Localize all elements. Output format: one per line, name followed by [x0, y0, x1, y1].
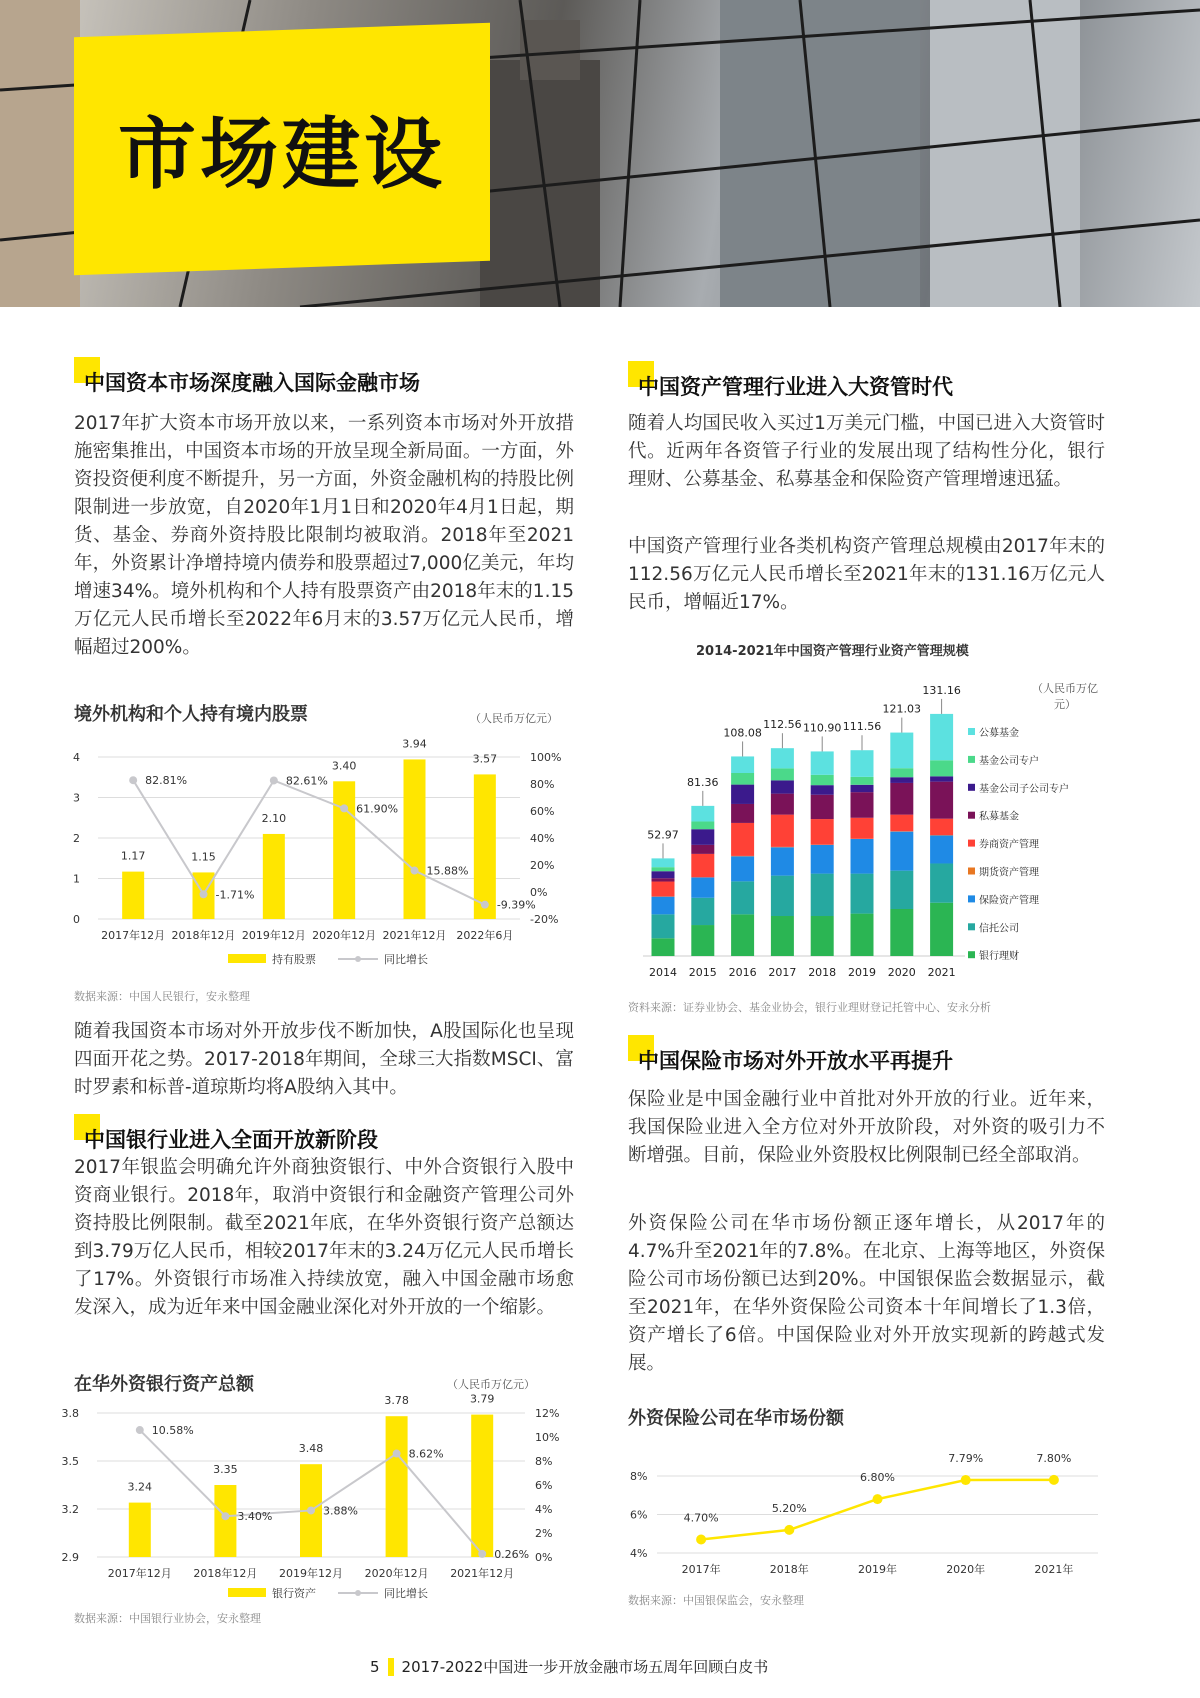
- stack-segment: [890, 815, 913, 832]
- chart4-title: 外资保险公司在华市场份额: [628, 1408, 844, 1429]
- insurance-paragraph: 保险业是中国金融行业中首批对外开放的行业。近年来，我国保险业进入全方位对外开放阶段，对外资的吸引力不断增强。目前，保险业外资股权比例限制已经全部取消。: [628, 1089, 1105, 1166]
- legend-line-marker: [355, 956, 361, 962]
- legend-swatch: [968, 951, 975, 958]
- bar-value-label: 3.94: [402, 737, 427, 751]
- legend-label: 保险资产管理: [979, 895, 1039, 907]
- share-label: 5.20%: [771, 1501, 807, 1515]
- bar-value-label: 3.57: [472, 752, 498, 766]
- total-label: 81.36: [687, 775, 719, 789]
- stack-segment: [811, 785, 834, 795]
- growth-label: 8.62%: [408, 1447, 444, 1461]
- bar-value-label: 3.35: [213, 1463, 238, 1476]
- growth-point: [478, 1550, 486, 1558]
- x-tick-label: 2020: [887, 966, 916, 979]
- y2-tick-label: 80%: [530, 778, 555, 791]
- stack-segment: [771, 794, 794, 815]
- stack-segment: [930, 714, 953, 760]
- y2-tick-label: 40%: [530, 832, 555, 845]
- stack-segment: [771, 876, 794, 916]
- x-tick-label: 2018年12月: [171, 929, 236, 942]
- y-tick-label: 3.5: [61, 1455, 79, 1468]
- legend-label: 基金公司专户: [979, 755, 1039, 767]
- legend-bar-label: 银行资产: [272, 1587, 316, 1600]
- x-tick-label: 2021: [927, 966, 956, 979]
- legend-swatch: [968, 812, 975, 819]
- chart2-unit: （人民币万亿元）: [1032, 682, 1098, 711]
- y2-tick-label: 60%: [530, 805, 555, 818]
- stack-segment: [691, 821, 714, 829]
- y2-tick-label: 6%: [535, 1479, 553, 1492]
- legend-swatch: [968, 840, 975, 847]
- total-label: 121.03: [882, 702, 922, 716]
- chart1-unit: （人民币万亿元）: [470, 712, 558, 725]
- bar: [214, 1485, 236, 1557]
- chart4-source: 数据来源：中国银保监会，安永整理: [628, 1594, 804, 1607]
- growth-point: [481, 901, 489, 909]
- y-tick-label: 1: [73, 872, 80, 886]
- y-tick-label: 4: [73, 751, 80, 764]
- growth-label: -1.71%: [215, 888, 255, 902]
- stack-segment: [731, 804, 754, 823]
- growth-label: 15.88%: [426, 864, 469, 878]
- x-tick-label: 2018: [808, 966, 837, 979]
- banking-paragraph: 2017年银监会明确允许外商独资银行、中外合资银行入股中资商业银行。2018年，取消中资银行和金融资产管理公司外资持股比例限制。截至2021年底，在华外资银行资产总额达到3.79万亿人民币，相较2017年末的3.24万亿元人民币增长了17%。外资银行市场准入持续放宽，融入中国金融市场愈发深入，成为近年来中国金融业深化对外开放的一个缩影。: [74, 1157, 574, 1318]
- share-label: 4.70%: [683, 1511, 719, 1525]
- y2-tick-label: 20%: [530, 859, 555, 872]
- bar-value-label: 1.17: [120, 849, 146, 863]
- total-label: 131.16: [922, 683, 961, 697]
- stack-segment: [731, 773, 754, 785]
- x-tick-label: 2016: [728, 966, 757, 979]
- legend-line-marker: [355, 1590, 361, 1596]
- chart2-title: 2014-2021年中国资产管理行业资产管理规模: [696, 644, 969, 659]
- bar-value-label: 3.24: [127, 1480, 153, 1494]
- section-heading-capital-market: 中国资本市场深度融入国际金融市场: [74, 367, 420, 397]
- chart3-unit: （人民币万亿元）: [447, 1378, 535, 1391]
- growth-point: [221, 1512, 229, 1520]
- stack-segment: [652, 897, 675, 915]
- stack-segment: [691, 829, 714, 845]
- stack-segment: [890, 871, 913, 909]
- stack-segment: [851, 785, 874, 792]
- growth-line: [133, 780, 485, 904]
- stack-segment: [851, 777, 874, 785]
- stack-segment: [652, 871, 675, 878]
- total-label: 112.56: [763, 718, 802, 732]
- stack-segment: [652, 938, 675, 956]
- stack-segment: [652, 882, 675, 897]
- stack-segment: [930, 760, 953, 776]
- bar-value-label: 2.10: [261, 811, 287, 825]
- share-label: 6.80%: [860, 1471, 895, 1485]
- y2-tick-label: 8%: [535, 1455, 553, 1468]
- a-share-paragraph: 随着我国资本市场对外开放步伐不断加快，A股国际化也呈现四面开花之势。2017-2018年期间，全球三大指数MSCI、富时罗素和标普-道琼斯均将A股纳入其中。: [74, 1021, 574, 1098]
- y-tick-label: 2.9: [61, 1551, 79, 1564]
- legend-label: 银行理财: [979, 951, 1019, 963]
- legend-bar-label: 持有股票: [272, 953, 316, 966]
- growth-point: [307, 1506, 315, 1514]
- y-tick-label: 6%: [630, 1508, 648, 1522]
- legend-label: 期货资产管理: [979, 867, 1039, 879]
- growth-label: 3.40%: [237, 1510, 273, 1524]
- bar: [122, 872, 144, 919]
- legend-swatch: [968, 756, 975, 763]
- stack-segment: [890, 733, 913, 769]
- bar: [333, 781, 355, 919]
- total-label: 52.97: [647, 828, 679, 842]
- page-title: 市场建设: [118, 110, 447, 200]
- stack-segment: [851, 792, 874, 818]
- stack-segment: [851, 750, 874, 777]
- stack-segment: [771, 916, 794, 956]
- growth-label: 82.61%: [285, 774, 328, 788]
- stack-segment: [691, 877, 714, 897]
- growth-label: 10.58%: [151, 1424, 194, 1438]
- stack-segment: [652, 878, 675, 881]
- stack-segment: [691, 898, 714, 925]
- stack-segment: [851, 818, 874, 839]
- footer-title: 2017-2022中国进一步开放金融市场五周年回顾白皮书: [401, 1658, 769, 1676]
- share-point: [873, 1494, 883, 1504]
- growth-point: [129, 776, 137, 784]
- x-tick-label: 2015: [688, 966, 717, 979]
- section-heading-banking: 中国银行业进入全面开放新阶段: [74, 1124, 378, 1154]
- bar: [474, 774, 496, 919]
- capital-market-paragraph: 2017年扩大资本市场开放以来，一系列资本市场对外开放措施密集推出，中国资本市场的开放呈现全新局面。一方面，外资投资便利度不断提升，另一方面，外资金融机构的持股比例限制进一步放宽，自2020年1月1日和2020年4月1日起，期货、基金、券商外资持股比限制均被取消。2018年至2021年，外资累计净增持境内债券和股票超过7,000亿美元，年均增速34%。境外机构和个人持有股票资产由2018年末的1.15万亿元人民币增长至2022年6月末的3.57万亿元人民币，增幅超过200%。: [74, 413, 574, 658]
- y-tick-label: 3.8: [61, 1407, 79, 1420]
- bar-value-label: 3.48: [298, 1442, 324, 1456]
- x-tick-label: 2018年12月: [193, 1567, 258, 1580]
- bar: [386, 1416, 408, 1557]
- stack-segment: [811, 819, 834, 845]
- page-footer: [370, 1656, 768, 1677]
- stack-segment: [930, 863, 953, 902]
- total-label: 108.08: [723, 726, 762, 740]
- bar-value-label: 3.40: [331, 759, 357, 773]
- y-tick-label: 4%: [630, 1547, 648, 1560]
- growth-point: [393, 1450, 401, 1458]
- stack-segment: [652, 858, 675, 867]
- x-tick-label: 2019年12月: [279, 1567, 343, 1580]
- stack-segment: [811, 874, 834, 916]
- x-tick-label: 2021年: [1034, 1563, 1074, 1576]
- stack-segment: [691, 845, 714, 854]
- x-tick-label: 2020年12月: [312, 929, 377, 942]
- y-tick-label: 2: [73, 832, 80, 845]
- x-tick-label: 2018年: [769, 1563, 809, 1576]
- insurance-paragraph-2: 外资保险公司在华市场份额正逐年增长，从2017年的4.7%升至2021年的7.8%。在北京、上海等地区，外资保险公司市场份额已达到20%。中国银保监会数据显示，截至2021年，在华外资保险公司资本十年间增长了1.3倍，资产增长了6倍。中国保险业对外开放实现新的跨越式发展。: [628, 1213, 1105, 1374]
- stack-segment: [930, 782, 953, 819]
- y-tick-label: 0: [73, 913, 80, 926]
- stack-segment: [771, 748, 794, 768]
- stack-segment: [771, 780, 794, 793]
- bar: [471, 1415, 493, 1557]
- chart3-source: 数据来源：中国银行业协会，安永整理: [74, 1612, 261, 1625]
- share-point: [1049, 1475, 1059, 1485]
- growth-point: [270, 776, 278, 784]
- legend-swatch: [968, 784, 975, 791]
- x-tick-label: 2017年: [681, 1563, 721, 1576]
- x-tick-label: 2019年: [858, 1563, 897, 1576]
- legend-bar-swatch: [228, 1588, 266, 1597]
- stack-segment: [890, 777, 913, 783]
- legend-label: 券商资产管理: [979, 839, 1039, 851]
- share-point: [784, 1525, 794, 1535]
- bar: [263, 834, 285, 919]
- x-tick-label: 2020年12月: [364, 1567, 429, 1580]
- share-label: 7.80%: [1036, 1451, 1072, 1465]
- stack-segment: [930, 776, 953, 781]
- stack-segment: [731, 785, 754, 804]
- legend-swatch: [968, 868, 975, 875]
- legend-swatch: [968, 895, 975, 902]
- x-tick-label: 2017年12月: [101, 929, 166, 942]
- growth-label: 61.90%: [356, 802, 399, 816]
- x-tick-label: 2017年12月: [107, 1567, 172, 1580]
- x-tick-label: 2014: [649, 966, 677, 979]
- stack-segment: [811, 795, 834, 819]
- stack-segment: [811, 751, 834, 774]
- stack-segment: [890, 832, 913, 871]
- legend-bar-swatch: [228, 954, 266, 963]
- page-number: 5: [370, 1657, 380, 1676]
- stack-segment: [652, 914, 675, 938]
- chart1-source: 数据来源：中国人民银行，安永整理: [74, 990, 250, 1003]
- y2-tick-label: 10%: [535, 1431, 560, 1444]
- x-tick-label: 2020年: [946, 1563, 986, 1576]
- x-tick-label: 2021年12月: [450, 1567, 515, 1580]
- stack-segment: [851, 874, 874, 914]
- growth-label: 0.26%: [494, 1547, 530, 1561]
- chart3-title: 在华外资银行资产总额: [74, 1374, 254, 1395]
- y2-tick-label: 12%: [535, 1407, 560, 1420]
- section-heading-asset-management: 中国资产管理行业进入大资管时代: [628, 371, 953, 401]
- y2-tick-label: -20%: [530, 913, 559, 926]
- stack-segment: [811, 845, 834, 874]
- section-heading-insurance: 中国保险市场对外开放水平再提升: [628, 1045, 953, 1075]
- asset-management-paragraph-2: 中国资产管理行业各类机构资产管理总规模由2017年末的112.56万亿元人民币增长至2021年末的131.16万亿元人民币，增幅近17%。: [628, 536, 1105, 613]
- stack-segment: [691, 925, 714, 956]
- legend-line-label: 同比增长: [384, 1587, 428, 1600]
- chart1-title: 境外机构和个人持有境内股票: [74, 704, 308, 725]
- stack-segment: [771, 847, 794, 875]
- total-label: 111.56: [842, 720, 882, 734]
- bar: [404, 759, 426, 919]
- stack-segment: [890, 768, 913, 777]
- stack-segment: [811, 775, 834, 785]
- stack-segment: [731, 823, 754, 856]
- growth-point: [340, 804, 348, 812]
- stack-segment: [691, 854, 714, 877]
- stack-segment: [811, 916, 834, 956]
- stack-segment: [691, 806, 714, 822]
- stack-segment: [652, 867, 675, 871]
- growth-point: [136, 1426, 144, 1434]
- share-line: [701, 1480, 1054, 1540]
- x-tick-label: 2022年6月: [456, 929, 514, 942]
- legend-label: 信托公司: [979, 923, 1019, 935]
- stack-segment: [771, 768, 794, 780]
- y-tick-label: 3: [73, 791, 80, 805]
- y2-tick-label: 4%: [535, 1503, 553, 1516]
- bar-value-label: 3.78: [384, 1394, 409, 1408]
- growth-label: -9.39%: [496, 898, 536, 912]
- stack-segment: [731, 856, 754, 881]
- y-tick-label: 8%: [630, 1470, 648, 1483]
- y-tick-label: 3.2: [61, 1503, 79, 1516]
- chart2-source: 资料来源：证券业协会、基金业协会，银行业理财登记托管中心、安永分析: [628, 1001, 991, 1014]
- bar-value-label: 1.15: [191, 850, 216, 864]
- stack-segment: [930, 835, 953, 863]
- stack-segment: [731, 756, 754, 773]
- stack-segment: [731, 881, 754, 914]
- stack-segment: [771, 815, 794, 847]
- x-tick-label: 2017: [768, 966, 797, 979]
- footer-divider: [388, 1658, 394, 1676]
- legend-swatch: [968, 728, 975, 735]
- x-tick-label: 2019年12月: [241, 929, 306, 942]
- stack-segment: [890, 783, 913, 815]
- share-label: 7.79%: [948, 1452, 984, 1466]
- growth-point: [411, 867, 419, 875]
- growth-label: 82.81%: [145, 774, 188, 788]
- y2-tick-label: 2%: [535, 1527, 553, 1540]
- legend-label: 基金公司子公司专户: [979, 783, 1069, 795]
- bar: [129, 1503, 151, 1557]
- stack-segment: [930, 903, 953, 956]
- legend-label: 公募基金: [979, 728, 1019, 739]
- legend-label: 私募基金: [979, 811, 1019, 823]
- stack-segment: [851, 839, 874, 874]
- y2-tick-label: 0%: [530, 886, 548, 899]
- stack-segment: [851, 914, 874, 956]
- growth-point: [200, 890, 208, 898]
- total-label: 110.90: [802, 721, 842, 735]
- stack-segment: [890, 909, 913, 956]
- x-tick-label: 2019: [848, 966, 876, 979]
- legend-line-label: 同比增长: [384, 953, 428, 966]
- y2-tick-label: 0%: [535, 1551, 553, 1564]
- bar-value-label: 3.79: [469, 1392, 495, 1406]
- legend-swatch: [968, 923, 975, 930]
- share-point: [961, 1475, 971, 1485]
- x-tick-label: 2021年12月: [382, 929, 447, 942]
- y2-tick-label: 100%: [530, 751, 562, 764]
- stack-segment: [731, 914, 754, 956]
- share-point: [696, 1535, 706, 1545]
- stack-segment: [930, 819, 953, 835]
- asset-management-paragraph: 随着人均国民收入买过1万美元门槛，中国已进入大资管时代。近两年各资管子行业的发展出现了结构性分化，银行理财、公募基金、私募基金和保险资产管理增速迅猛。: [628, 413, 1105, 490]
- growth-label: 3.88%: [323, 1504, 358, 1518]
